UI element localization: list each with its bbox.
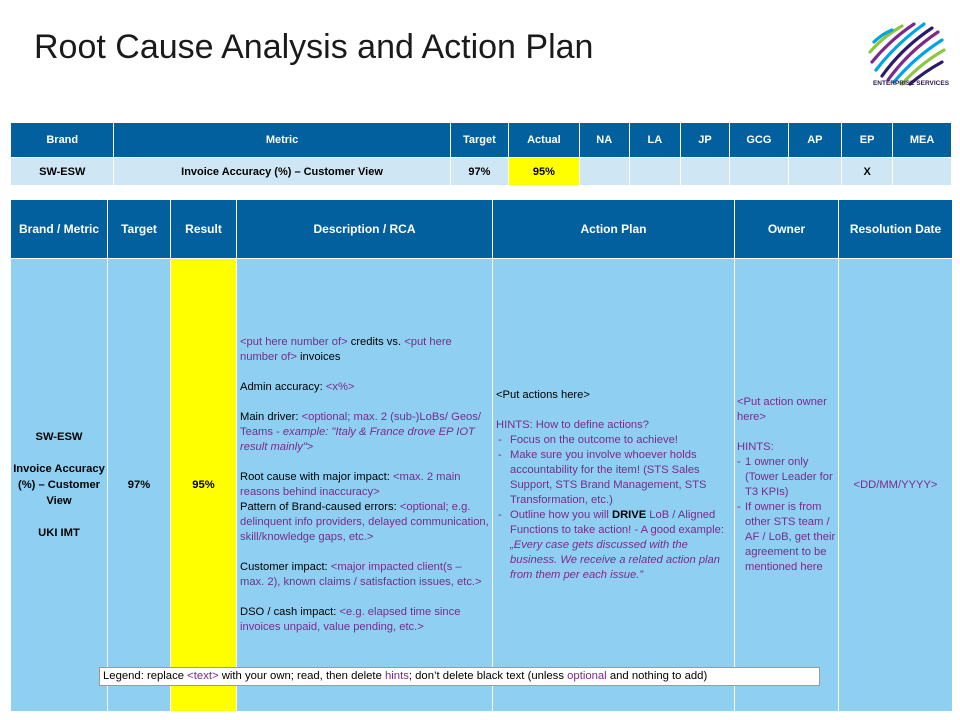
list-item: - Make sure you involve whoever holds accountability for the item! (STS Sales Support, STS Brand Management, STS Transformation, etc.) (496, 448, 731, 508)
cell-target: 97% (108, 259, 171, 712)
list-item: - If owner is from other STS team / AF / LoB, get their agreement to be mentioned here (737, 500, 836, 575)
owner-hints-title: HINTS: (737, 441, 774, 453)
driver-example: example: "Italy & France drove EP IOT result mainly" (240, 426, 475, 453)
brand-text: SW-ESW (35, 431, 83, 443)
header-ep: EP (842, 123, 893, 158)
header-owner: Owner (735, 200, 839, 259)
pattern-label: Pattern of Brand-caused errors: (240, 501, 400, 513)
header-ap: AP (788, 123, 841, 158)
cell-action-plan (493, 259, 735, 712)
admin-label: Admin accuracy: (240, 381, 326, 393)
cell-brand-metric (11, 259, 108, 712)
cell-target: 97% (450, 158, 509, 186)
cell-description (237, 259, 493, 712)
cell-brand: SW-ESW (11, 158, 114, 186)
admin-hint: <x%> (325, 381, 355, 393)
rootcause-label: Root cause with major impact: (240, 471, 393, 483)
header-target: Target (108, 200, 171, 259)
header-metric: Metric (114, 123, 450, 158)
owner-placeholder: <Put action owner here> (737, 396, 827, 423)
header-result: Result (171, 200, 237, 259)
legend-hints-token: hints (385, 670, 409, 682)
logo-text: ENTERPRISE SERVICES (872, 80, 950, 87)
header-brand: Brand (11, 123, 114, 158)
header-target: Target (450, 123, 509, 158)
rca-table-header-row (11, 200, 953, 259)
drive-emphasis: DRIVE (611, 508, 647, 521)
cell-actual: 95% (509, 158, 579, 186)
cell-na (579, 158, 629, 186)
cell-mea (893, 158, 952, 186)
metric-table-header-row (11, 123, 952, 158)
customer-hint: <major impacted client(s – max. 2), known claims / satisfaction issues, etc.> (240, 561, 482, 588)
header-gcg: GCG (730, 123, 789, 158)
unit-text: UKI IMT (38, 527, 80, 539)
credits-vs: credits vs. (347, 336, 405, 348)
header-action-plan: Action Plan (493, 200, 735, 259)
credits-hint: <put here number of> (240, 336, 348, 348)
cell-la (629, 158, 680, 186)
cell-owner (735, 259, 839, 712)
metric-text: Invoice Accuracy (%) – Customer View (13, 463, 105, 507)
cell-resolution-date (839, 259, 953, 712)
cell-ap (788, 158, 841, 186)
invoices-hint: <put here number of> (240, 336, 452, 363)
header-la: LA (629, 123, 680, 158)
legend-optional-token: optional (567, 670, 607, 682)
action-hints-title: HINTS: How to define actions? (496, 418, 649, 431)
owner-hints-list (737, 455, 836, 575)
header-brand-metric: Brand / Metric (11, 200, 108, 259)
dso-label: DSO / cash impact: (240, 606, 340, 618)
resolution-date-placeholder: <DD/MM/YYYY> (853, 479, 938, 491)
header-resolution-date: Resolution Date (839, 200, 953, 259)
metric-table-row (11, 158, 952, 186)
dso-hint: <e.g. elapsed time since invoices unpaid, value pending, etc.> (240, 606, 461, 633)
cell-result: 95% (171, 259, 237, 712)
customer-label: Customer impact: (240, 561, 331, 573)
action-hints-list (496, 433, 731, 583)
list-item: - 1 owner only (Tower Leader for T3 KPIs) (737, 455, 836, 500)
pattern-hint: <optional; e.g. delinquent info providers, delayed communication, skill/knowledge gaps, etc.> (240, 501, 489, 543)
legend-text-token: <text> (187, 670, 219, 682)
cell-jp (680, 158, 729, 186)
cell-ep: X (842, 158, 893, 186)
driver-label: Main driver: (240, 411, 302, 423)
rootcause-hint: <max. 2 main reasons behind inaccuracy> (240, 471, 461, 498)
legend-box: Legend: replace <text> with your own; read, then delete hints; don’t delete black text (unless optional and nothing to add) (99, 667, 820, 686)
rca-table-row (11, 259, 953, 712)
page-title: Root Cause Analysis and Action Plan (34, 28, 594, 66)
list-item: - Outline how you will DRIVE LoB / Aligned Functions to take action! - A good example: „Every case gets discussed with the business. We receive a related action plan from them per each issue.” (496, 508, 731, 583)
cell-gcg (730, 158, 789, 186)
metric-table (10, 122, 952, 186)
rca-table (10, 199, 953, 712)
action-plan-placeholder: <Put actions here> (496, 388, 590, 401)
list-item: - Focus on the outcome to achieve! (496, 433, 731, 448)
invoices-label: invoices (296, 351, 341, 363)
header-jp: JP (680, 123, 729, 158)
cell-metric: Invoice Accuracy (%) – Customer View (114, 158, 450, 186)
header-na: NA (579, 123, 629, 158)
header-mea: MEA (893, 123, 952, 158)
driver-hint: <optional; max. 2 (sub-)LoBs/ Geos/ Teams - example: "Italy & France drove EP IOT result mainly"> (240, 411, 481, 453)
header-actual: Actual (509, 123, 579, 158)
header-description: Description / RCA (237, 200, 493, 259)
good-example: „Every case gets discussed with the business. We receive a related action plan from them per each issue.” (510, 538, 720, 581)
